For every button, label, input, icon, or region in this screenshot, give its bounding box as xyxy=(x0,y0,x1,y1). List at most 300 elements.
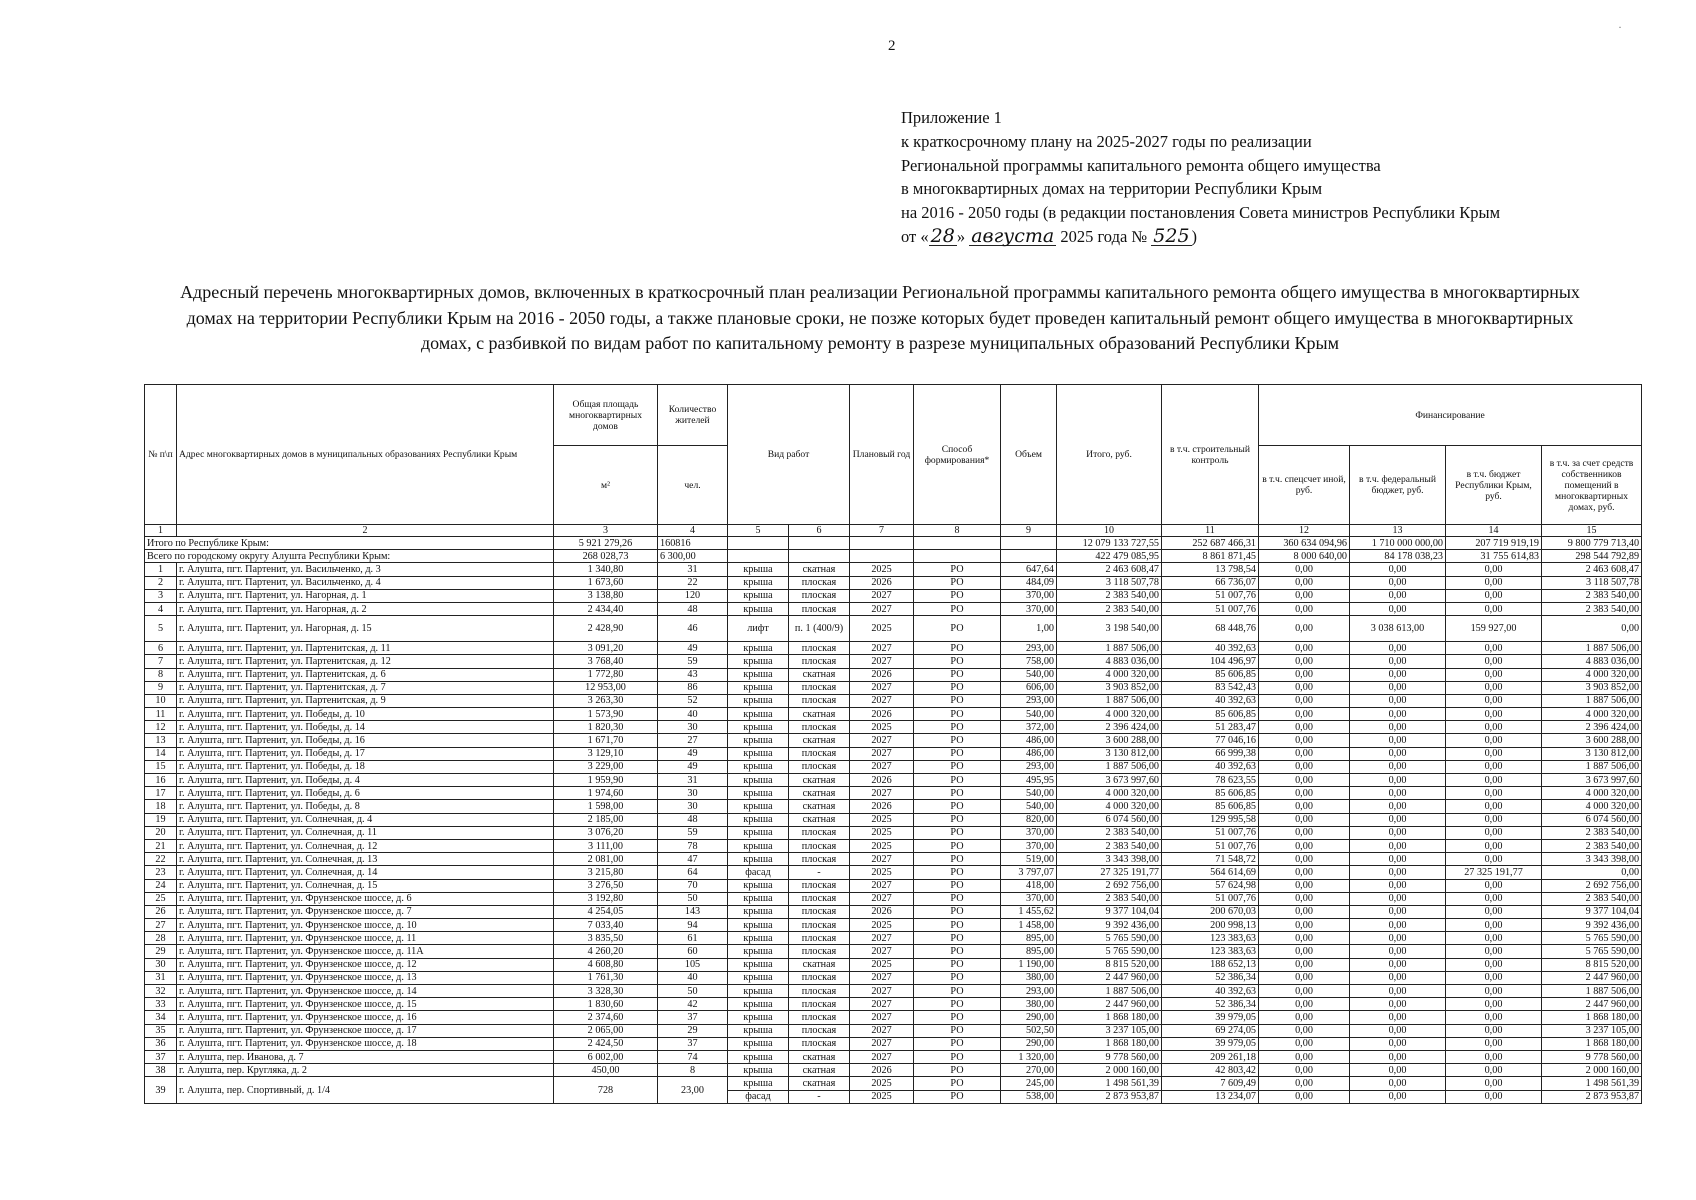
row-work-subtype: плоская xyxy=(789,694,850,707)
row-work-element: крыша xyxy=(728,932,789,945)
row-number: 27 xyxy=(145,919,177,932)
row-number: 1 xyxy=(145,563,177,576)
row-owners: 1 887 506,00 xyxy=(1542,760,1642,773)
row-special: 0,00 xyxy=(1259,747,1350,760)
row-area: 4 254,05 xyxy=(554,905,658,918)
row-total: 2 692 756,00 xyxy=(1057,879,1162,892)
table-row xyxy=(145,1024,1642,1037)
row-volume: 270,00 xyxy=(1001,1064,1057,1077)
row-residents: 30 xyxy=(658,721,728,734)
row-special: 0,00 xyxy=(1259,839,1350,852)
row-area: 450,00 xyxy=(554,1064,658,1077)
row-owners: 1 868 180,00 xyxy=(1542,1011,1642,1024)
row-federal: 0,00 xyxy=(1350,1024,1446,1037)
row-republic: 0,00 xyxy=(1446,563,1542,576)
empty-cell xyxy=(728,537,789,550)
row-year: 2026 xyxy=(850,1064,914,1077)
row-year: 2025 xyxy=(850,813,914,826)
row-republic: 0,00 xyxy=(1446,655,1542,668)
row-number: 37 xyxy=(145,1050,177,1063)
column-number-row xyxy=(145,525,1642,537)
row-volume: 1 455,62 xyxy=(1001,905,1057,918)
row-number: 32 xyxy=(145,985,177,998)
row-control: 68 448,76 xyxy=(1162,616,1259,642)
total-control: 8 861 871,45 xyxy=(1162,550,1259,563)
row-method: РО xyxy=(914,602,1001,615)
address-list-table-wrapper xyxy=(144,384,1641,1104)
table-row xyxy=(145,734,1642,747)
row-total: 2 447 960,00 xyxy=(1057,998,1162,1011)
total-area: 268 028,73 xyxy=(554,550,658,563)
row-special: 0,00 xyxy=(1259,932,1350,945)
column-number: 7 xyxy=(850,525,914,537)
row-republic: 0,00 xyxy=(1446,602,1542,615)
row-total: 2 873 953,87 xyxy=(1057,1090,1162,1103)
row-year: 2027 xyxy=(850,932,914,945)
row-year: 2026 xyxy=(850,905,914,918)
row-area: 3 835,50 xyxy=(554,932,658,945)
row-residents: 78 xyxy=(658,839,728,852)
row-federal: 0,00 xyxy=(1350,1064,1446,1077)
row-volume: 606,00 xyxy=(1001,681,1057,694)
row-volume: 380,00 xyxy=(1001,971,1057,984)
page-number: 2 xyxy=(888,38,896,54)
row-republic: 0,00 xyxy=(1446,642,1542,655)
row-special: 0,00 xyxy=(1259,945,1350,958)
total-residents: 6 300,00 xyxy=(658,550,728,563)
row-number: 17 xyxy=(145,787,177,800)
column-number: 10 xyxy=(1057,525,1162,537)
row-volume: 380,00 xyxy=(1001,998,1057,1011)
row-special: 0,00 xyxy=(1259,919,1350,932)
row-address: г. Алушта, пгт. Партенит, ул. Победы, д. 14 xyxy=(177,721,554,734)
row-residents: 61 xyxy=(658,932,728,945)
row-work-element: крыша xyxy=(728,905,789,918)
row-area: 3 091,20 xyxy=(554,642,658,655)
row-total: 4 000 320,00 xyxy=(1057,800,1162,813)
row-area: 1 772,80 xyxy=(554,668,658,681)
row-special: 0,00 xyxy=(1259,642,1350,655)
column-number: 12 xyxy=(1259,525,1350,537)
table-row xyxy=(145,747,1642,760)
row-number: 22 xyxy=(145,853,177,866)
column-number: 2 xyxy=(177,525,554,537)
empty-cell xyxy=(1001,550,1057,563)
row-owners: 1 498 561,39 xyxy=(1542,1077,1642,1090)
row-volume: 370,00 xyxy=(1001,602,1057,615)
row-control: 123 383,63 xyxy=(1162,932,1259,945)
row-year: 2027 xyxy=(850,760,914,773)
row-volume: 484,09 xyxy=(1001,576,1057,589)
row-control: 123 383,63 xyxy=(1162,945,1259,958)
row-total: 1 887 506,00 xyxy=(1057,985,1162,998)
row-number: 28 xyxy=(145,932,177,945)
row-number: 33 xyxy=(145,998,177,1011)
row-year: 2027 xyxy=(850,1024,914,1037)
row-year: 2027 xyxy=(850,998,914,1011)
row-federal: 0,00 xyxy=(1350,998,1446,1011)
row-area: 2 185,00 xyxy=(554,813,658,826)
row-work-subtype: плоская xyxy=(789,655,850,668)
date-year: 2025 года № xyxy=(1060,226,1148,246)
row-owners: 4 000 320,00 xyxy=(1542,787,1642,800)
row-work-element: крыша xyxy=(728,919,789,932)
row-federal: 0,00 xyxy=(1350,708,1446,721)
row-special: 0,00 xyxy=(1259,774,1350,787)
row-method: РО xyxy=(914,747,1001,760)
row-address: г. Алушта, пгт. Партенит, ул. Победы, д. 4 xyxy=(177,774,554,787)
date-prefix: от « xyxy=(901,226,929,246)
row-residents: 30 xyxy=(658,800,728,813)
row-number: 12 xyxy=(145,721,177,734)
row-year: 2025 xyxy=(850,616,914,642)
row-control: 51 007,76 xyxy=(1162,589,1259,602)
column-number: 13 xyxy=(1350,525,1446,537)
row-method: РО xyxy=(914,866,1001,879)
row-year: 2027 xyxy=(850,655,914,668)
row-volume: 370,00 xyxy=(1001,892,1057,905)
row-area: 2 374,60 xyxy=(554,1011,658,1024)
row-residents: 31 xyxy=(658,774,728,787)
row-total: 4 883 036,00 xyxy=(1057,655,1162,668)
row-federal: 0,00 xyxy=(1350,1050,1446,1063)
row-owners: 6 074 560,00 xyxy=(1542,813,1642,826)
row-method: РО xyxy=(914,853,1001,866)
row-area: 1 598,00 xyxy=(554,800,658,813)
row-area: 1 340,80 xyxy=(554,563,658,576)
row-special: 0,00 xyxy=(1259,879,1350,892)
row-republic: 0,00 xyxy=(1446,774,1542,787)
handwritten-doc-number: 525 xyxy=(1153,224,1190,247)
row-method: РО xyxy=(914,787,1001,800)
row-work-element: фасад xyxy=(728,1090,789,1103)
row-federal: 0,00 xyxy=(1350,721,1446,734)
row-owners: 2 873 953,87 xyxy=(1542,1090,1642,1103)
row-area: 1 974,60 xyxy=(554,787,658,800)
row-work-subtype: плоская xyxy=(789,945,850,958)
table-row xyxy=(145,1037,1642,1050)
row-work-element: крыша xyxy=(728,655,789,668)
row-residents: 43 xyxy=(658,668,728,681)
row-number: 15 xyxy=(145,760,177,773)
row-residents: 37 xyxy=(658,1011,728,1024)
row-number: 2 xyxy=(145,576,177,589)
row-area: 3 129,10 xyxy=(554,747,658,760)
row-total: 5 765 590,00 xyxy=(1057,945,1162,958)
table-row xyxy=(145,694,1642,707)
table-row xyxy=(145,668,1642,681)
row-total: 8 815 520,00 xyxy=(1057,958,1162,971)
row-area: 2 065,00 xyxy=(554,1024,658,1037)
row-method: РО xyxy=(914,708,1001,721)
row-volume: 370,00 xyxy=(1001,826,1057,839)
row-number: 6 xyxy=(145,642,177,655)
row-volume: 758,00 xyxy=(1001,655,1057,668)
row-owners: 2 692 756,00 xyxy=(1542,879,1642,892)
row-federal: 0,00 xyxy=(1350,853,1446,866)
empty-cell xyxy=(850,537,914,550)
row-residents: 105 xyxy=(658,958,728,971)
corner-mark: · xyxy=(1618,20,1622,34)
row-address: г. Алушта, пгт. Партенит, ул. Фрунзенское шоссе, д. 6 xyxy=(177,892,554,905)
row-work-subtype: скатная xyxy=(789,1064,850,1077)
row-total: 2 383 540,00 xyxy=(1057,826,1162,839)
row-total: 2 447 960,00 xyxy=(1057,971,1162,984)
row-total: 2 396 424,00 xyxy=(1057,721,1162,734)
row-residents: 48 xyxy=(658,602,728,615)
row-residents: 74 xyxy=(658,1050,728,1063)
header-work-type: Вид работ xyxy=(728,385,850,525)
row-work-subtype: плоская xyxy=(789,1024,850,1037)
row-federal: 0,00 xyxy=(1350,760,1446,773)
row-work-element: крыша xyxy=(728,681,789,694)
row-control: 200 670,03 xyxy=(1162,905,1259,918)
row-address: г. Алушта, пер. Иванова, д. 7 xyxy=(177,1050,554,1063)
document-title: Адресный перечень многоквартирных домов, включенных в краткосрочный план реализации Региональной программы капитального ремонта общего имущества в многоквартирных домах на территории Республики Крым на 2016 - 2050 годы, а также плановые сроки, не позже которых будет проведен капитальный ремонт общего имущества в многоквартирных домах, с разбивкой по видам работ по капитальному ремонту в разрезе муниципальных образований Республики Крым xyxy=(180,282,1580,353)
row-number: 30 xyxy=(145,958,177,971)
table-row xyxy=(145,826,1642,839)
row-federal: 0,00 xyxy=(1350,905,1446,918)
total-sum: 422 479 085,95 xyxy=(1057,550,1162,563)
row-republic: 0,00 xyxy=(1446,853,1542,866)
row-area: 7 033,40 xyxy=(554,919,658,932)
row-owners: 2 383 540,00 xyxy=(1542,602,1642,615)
row-federal: 0,00 xyxy=(1350,602,1446,615)
row-total: 2 383 540,00 xyxy=(1057,839,1162,852)
row-owners: 2 383 540,00 xyxy=(1542,892,1642,905)
row-volume: 820,00 xyxy=(1001,813,1057,826)
table-row xyxy=(145,681,1642,694)
row-owners: 4 000 320,00 xyxy=(1542,668,1642,681)
row-address: г. Алушта, пгт. Партенит, ул. Нагорная, д. 1 xyxy=(177,589,554,602)
row-work-element: крыша xyxy=(728,760,789,773)
row-special: 0,00 xyxy=(1259,1024,1350,1037)
row-republic: 0,00 xyxy=(1446,800,1542,813)
row-control: 13 234,07 xyxy=(1162,1090,1259,1103)
row-work-subtype: плоская xyxy=(789,576,850,589)
row-residents: 59 xyxy=(658,826,728,839)
row-special: 0,00 xyxy=(1259,787,1350,800)
row-republic: 0,00 xyxy=(1446,892,1542,905)
row-address: г. Алушта, пгт. Партенит, ул. Победы, д. 18 xyxy=(177,760,554,773)
row-residents: 23,00 xyxy=(658,1077,728,1103)
row-residents: 29 xyxy=(658,1024,728,1037)
row-special: 0,00 xyxy=(1259,668,1350,681)
empty-cell xyxy=(1001,537,1057,550)
row-control: 85 606,85 xyxy=(1162,800,1259,813)
row-number: 36 xyxy=(145,1037,177,1050)
row-volume: 540,00 xyxy=(1001,668,1057,681)
row-total: 4 000 320,00 xyxy=(1057,668,1162,681)
row-year: 2027 xyxy=(850,945,914,958)
row-federal: 0,00 xyxy=(1350,589,1446,602)
row-federal: 0,00 xyxy=(1350,655,1446,668)
row-number: 23 xyxy=(145,866,177,879)
row-total: 1 887 506,00 xyxy=(1057,642,1162,655)
row-residents: 60 xyxy=(658,945,728,958)
row-year: 2027 xyxy=(850,602,914,615)
row-work-element: крыша xyxy=(728,1037,789,1050)
row-residents: 59 xyxy=(658,655,728,668)
row-work-element: крыша xyxy=(728,998,789,1011)
row-volume: 1 190,00 xyxy=(1001,958,1057,971)
row-republic: 0,00 xyxy=(1446,681,1542,694)
table-row xyxy=(145,958,1642,971)
empty-cell xyxy=(789,537,850,550)
row-total: 2 383 540,00 xyxy=(1057,602,1162,615)
row-method: РО xyxy=(914,1077,1001,1090)
row-year: 2027 xyxy=(850,681,914,694)
row-special: 0,00 xyxy=(1259,958,1350,971)
row-address: г. Алушта, пгт. Партенит, ул. Фрунзенское шоссе, д. 17 xyxy=(177,1024,554,1037)
row-number: 5 xyxy=(145,616,177,642)
row-area: 1 573,90 xyxy=(554,708,658,721)
row-residents: 37 xyxy=(658,1037,728,1050)
row-federal: 0,00 xyxy=(1350,932,1446,945)
table-row xyxy=(145,998,1642,1011)
row-republic: 0,00 xyxy=(1446,787,1542,800)
table-row xyxy=(145,642,1642,655)
row-work-element: крыша xyxy=(728,708,789,721)
annex-line: Приложение 1 xyxy=(901,108,1002,127)
row-special: 0,00 xyxy=(1259,602,1350,615)
row-total: 3 600 288,00 xyxy=(1057,734,1162,747)
row-republic: 27 325 191,77 xyxy=(1446,866,1542,879)
row-work-element: крыша xyxy=(728,800,789,813)
row-year: 2027 xyxy=(850,734,914,747)
row-federal: 0,00 xyxy=(1350,879,1446,892)
row-volume: 370,00 xyxy=(1001,589,1057,602)
row-work-element: фасад xyxy=(728,866,789,879)
row-residents: 52 xyxy=(658,694,728,707)
row-work-element: крыша xyxy=(728,721,789,734)
row-work-element: крыша xyxy=(728,589,789,602)
row-year: 2025 xyxy=(850,839,914,852)
row-number: 38 xyxy=(145,1064,177,1077)
row-control: 129 995,58 xyxy=(1162,813,1259,826)
table-row xyxy=(145,576,1642,589)
row-control: 42 803,42 xyxy=(1162,1064,1259,1077)
row-address: г. Алушта, пгт. Партенит, ул. Партенитская, д. 12 xyxy=(177,655,554,668)
table-row xyxy=(145,721,1642,734)
total-special: 8 000 640,00 xyxy=(1259,550,1350,563)
annex-line: в многоквартирных домах на территории Республики Крым xyxy=(901,179,1323,199)
total-special: 360 634 094,96 xyxy=(1259,537,1350,550)
header-special-account: в т.ч. спецсчет иной, руб. xyxy=(1259,446,1350,525)
row-method: РО xyxy=(914,616,1001,642)
row-control: 51 007,76 xyxy=(1162,602,1259,615)
row-year: 2026 xyxy=(850,800,914,813)
row-area: 1 820,30 xyxy=(554,721,658,734)
row-control: 40 392,63 xyxy=(1162,760,1259,773)
table-row xyxy=(145,800,1642,813)
date-suffix: ) xyxy=(1191,226,1198,246)
row-owners: 9 377 104,04 xyxy=(1542,905,1642,918)
row-number: 14 xyxy=(145,747,177,760)
row-method: РО xyxy=(914,694,1001,707)
row-owners: 1 887 506,00 xyxy=(1542,642,1642,655)
row-owners: 1 887 506,00 xyxy=(1542,694,1642,707)
row-owners: 0,00 xyxy=(1542,866,1642,879)
row-work-element: крыша xyxy=(728,826,789,839)
row-republic: 0,00 xyxy=(1446,826,1542,839)
row-address: г. Алушта, пгт. Партенит, ул. Партенитская, д. 7 xyxy=(177,681,554,694)
row-area: 1 830,60 xyxy=(554,998,658,1011)
row-volume: 3 797,07 xyxy=(1001,866,1057,879)
row-method: РО xyxy=(914,589,1001,602)
row-owners: 2 463 608,47 xyxy=(1542,563,1642,576)
row-republic: 0,00 xyxy=(1446,813,1542,826)
row-year: 2025 xyxy=(850,826,914,839)
total-residents: 160816 xyxy=(658,537,728,550)
row-total: 9 392 436,00 xyxy=(1057,919,1162,932)
row-work-element: крыша xyxy=(728,853,789,866)
row-area: 2 434,40 xyxy=(554,602,658,615)
row-total: 1 868 180,00 xyxy=(1057,1037,1162,1050)
row-number: 34 xyxy=(145,1011,177,1024)
row-special: 0,00 xyxy=(1259,800,1350,813)
row-address: г. Алушта, пгт. Партенит, ул. Победы, д. 16 xyxy=(177,734,554,747)
row-work-element: крыша xyxy=(728,1064,789,1077)
row-number: 11 xyxy=(145,708,177,721)
row-owners: 9 392 436,00 xyxy=(1542,919,1642,932)
row-year: 2027 xyxy=(850,1037,914,1050)
row-address: г. Алушта, пгт. Партенит, ул. Солнечная, д. 15 xyxy=(177,879,554,892)
row-method: РО xyxy=(914,1050,1001,1063)
row-work-subtype: скатная xyxy=(789,813,850,826)
column-number: 3 xyxy=(554,525,658,537)
row-residents: 86 xyxy=(658,681,728,694)
row-number: 29 xyxy=(145,945,177,958)
row-republic: 0,00 xyxy=(1446,919,1542,932)
row-method: РО xyxy=(914,958,1001,971)
row-federal: 0,00 xyxy=(1350,1077,1446,1090)
row-method: РО xyxy=(914,892,1001,905)
row-work-element: крыша xyxy=(728,892,789,905)
row-owners: 5 765 590,00 xyxy=(1542,932,1642,945)
row-special: 0,00 xyxy=(1259,998,1350,1011)
row-work-element: крыша xyxy=(728,668,789,681)
row-volume: 486,00 xyxy=(1001,747,1057,760)
total-owners: 298 544 792,89 xyxy=(1542,550,1642,563)
row-republic: 0,00 xyxy=(1446,971,1542,984)
row-residents: 143 xyxy=(658,905,728,918)
total-label: Всего по городскому округу Алушта Республики Крым: xyxy=(145,550,554,563)
row-work-element: крыша xyxy=(728,774,789,787)
row-method: РО xyxy=(914,945,1001,958)
row-owners: 0,00 xyxy=(1542,616,1642,642)
row-method: РО xyxy=(914,576,1001,589)
row-work-subtype: плоская xyxy=(789,905,850,918)
row-area: 1 673,60 xyxy=(554,576,658,589)
row-volume: 1 458,00 xyxy=(1001,919,1057,932)
table-row xyxy=(145,1050,1642,1063)
header-residents: Количество жителей xyxy=(658,385,728,446)
row-work-subtype: плоская xyxy=(789,760,850,773)
row-method: РО xyxy=(914,563,1001,576)
row-address: г. Алушта, пгт. Партенит, ул. Солнечная, д. 12 xyxy=(177,839,554,852)
row-residents: 50 xyxy=(658,985,728,998)
row-volume: 372,00 xyxy=(1001,721,1057,734)
row-control: 85 606,85 xyxy=(1162,787,1259,800)
row-control: 57 624,98 xyxy=(1162,879,1259,892)
row-republic: 0,00 xyxy=(1446,668,1542,681)
row-owners: 2 447 960,00 xyxy=(1542,998,1642,1011)
row-volume: 1,00 xyxy=(1001,616,1057,642)
row-address: г. Алушта, пгт. Партенит, ул. Фрунзенское шоссе, д. 12 xyxy=(177,958,554,971)
row-address: г. Алушта, пгт. Партенит, ул. Фрунзенское шоссе, д. 10 xyxy=(177,919,554,932)
row-total: 1 887 506,00 xyxy=(1057,694,1162,707)
